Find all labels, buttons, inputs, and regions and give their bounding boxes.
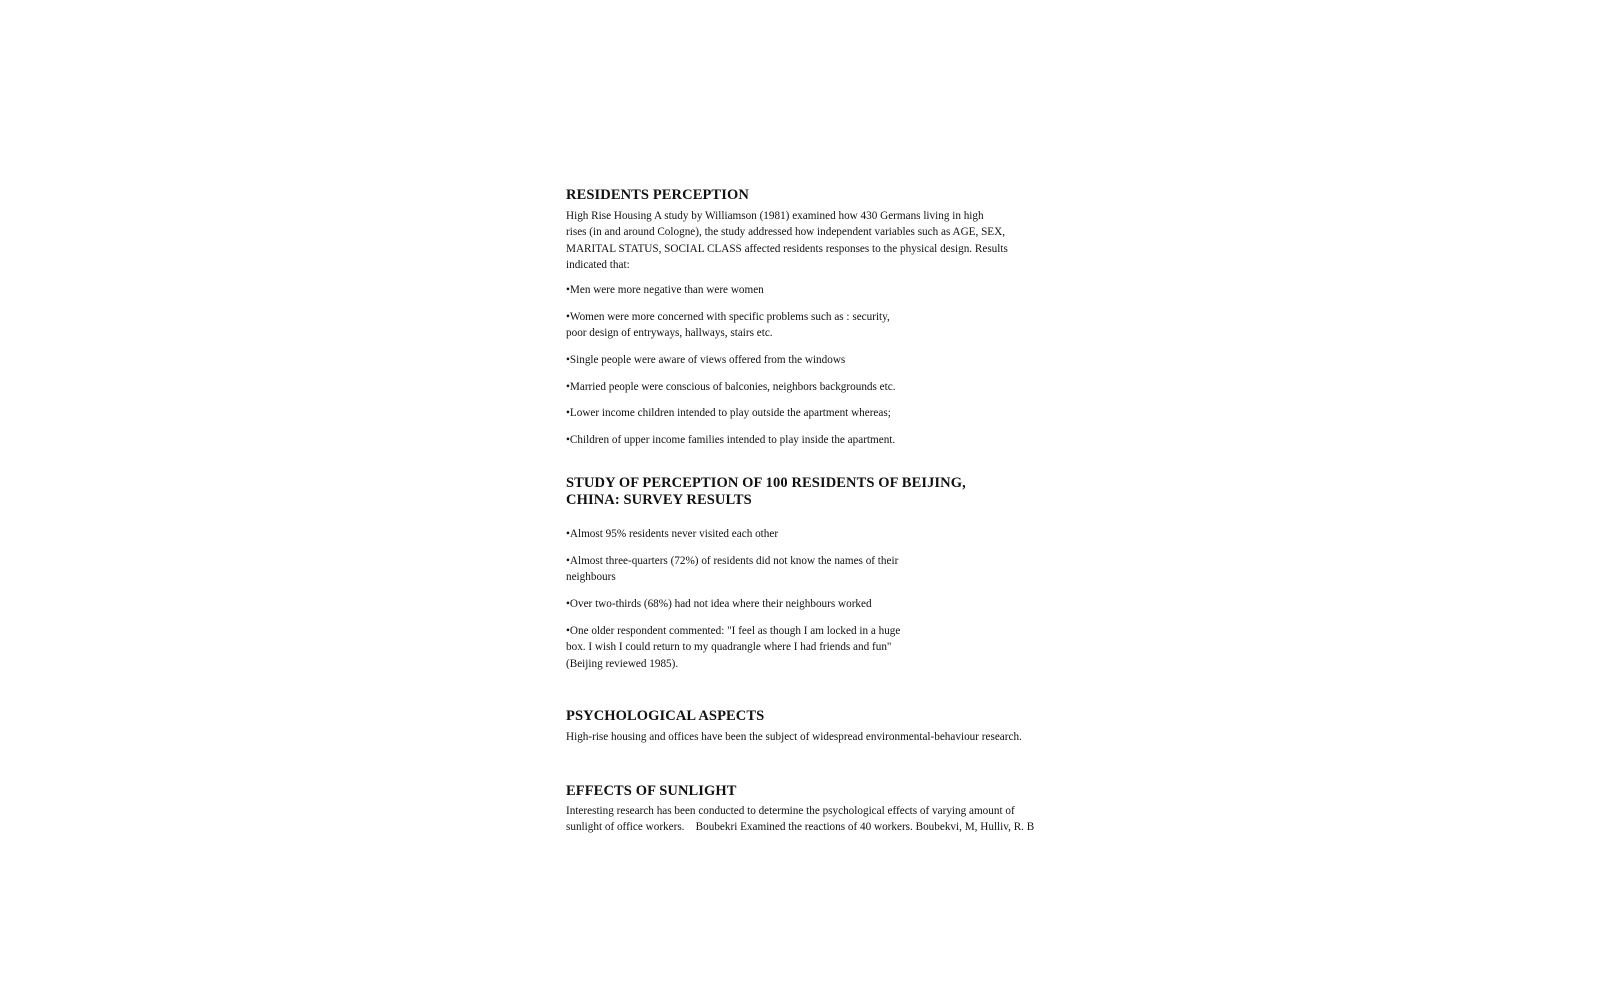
psychological-paragraph: High-rise housing and offices have been the subject of widespread environmental-behaviour research. xyxy=(566,731,1022,743)
text-line: indicated that: xyxy=(566,259,630,272)
beijing-bullet-1: •Almost 95% residents never visited each other xyxy=(566,528,779,540)
heading-effects-of-sunlight: EFFECTS OF SUNLIGHT xyxy=(566,783,737,799)
text-line: neighbours xyxy=(566,571,616,584)
heading-residents-perception: RESIDENTS PERCEPTION xyxy=(566,187,749,203)
text-line: poor design of entryways, hallways, stairs etc. xyxy=(566,327,773,340)
heading-line: CHINA: SURVEY RESULTS xyxy=(566,492,752,508)
text-line: MARITAL STATUS, SOCIAL CLASS affected residents responses to the physical design. Results xyxy=(566,242,1008,255)
text-line: •Almost three-quarters (72%) of residents did not know the names of their xyxy=(566,555,899,567)
sunlight-paragraph xyxy=(566,803,1034,836)
text-line: •Women were more concerned with specific problems such as : security, xyxy=(566,311,890,323)
text-line: (Beijing reviewed 1985). xyxy=(566,657,679,670)
beijing-bullet-3: •Over two-thirds (68%) had not idea where their neighbours worked xyxy=(566,598,872,610)
text-line: Interesting research has been conducted to determine the psychological effects of varying amount of xyxy=(566,805,1015,817)
heading-psychological-aspects: PSYCHOLOGICAL ASPECTS xyxy=(566,708,765,724)
text-line: •One older respondent commented: "I feel as though I am locked in a huge xyxy=(566,625,901,637)
beijing-bullet-2 xyxy=(566,553,898,586)
beijing-bullet-4 xyxy=(566,623,900,672)
residents-bullet-4: •Married people were conscious of balconies, neighbors backgrounds etc. xyxy=(566,381,896,393)
heading-line: STUDY OF PERCEPTION OF 100 RESIDENTS OF BEIJING, xyxy=(566,475,966,491)
text-line: rises (in and around Cologne), the study addressed how independent variables such as AGE, SEX, xyxy=(566,226,1006,239)
residents-intro-paragraph xyxy=(566,208,1008,274)
heading-beijing-study xyxy=(566,475,966,509)
residents-bullet-2 xyxy=(566,309,890,342)
text-line: box. I wish I could return to my quadrangle where I had friends and fun" xyxy=(566,641,892,654)
document-page xyxy=(566,0,1066,1000)
residents-bullet-6: •Children of upper income families intended to play inside the apartment. xyxy=(566,434,896,446)
text-line: High Rise Housing A study by Williamson (1981) examined how 430 Germans living in high xyxy=(566,210,984,222)
residents-bullet-1: •Men were more negative than were women xyxy=(566,284,764,296)
residents-bullet-5: •Lower income children intended to play outside the apartment whereas; xyxy=(566,407,891,419)
text-line: sunlight of office workers. Boubekri Examined the reactions of 40 workers. Boubekvi, M, Hulliv, R. B xyxy=(566,821,1035,834)
residents-bullet-3: •Single people were aware of views offered from the windows xyxy=(566,354,846,366)
